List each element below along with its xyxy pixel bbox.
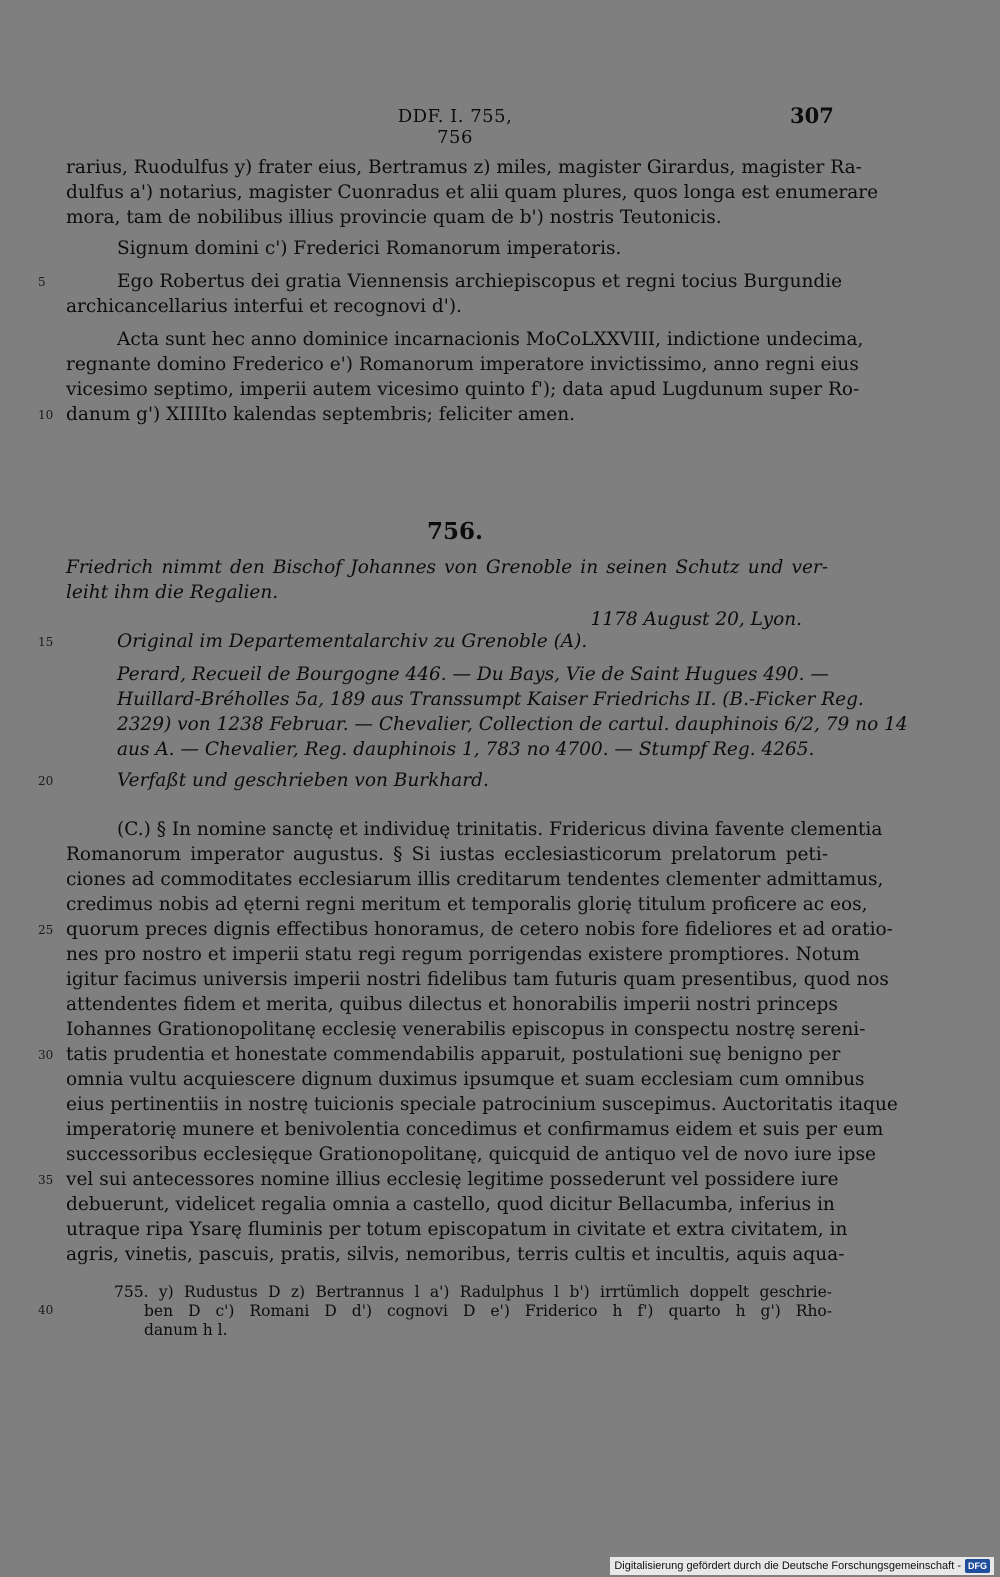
text-line: rarius, Ruodulfus y) frater eius, Bertramus z) miles, magister Girardus, magister Ra-	[66, 157, 862, 178]
body-line: vel sui antecessores nomine illius ecclesię legitime possederunt vel possidere iure	[66, 1169, 839, 1190]
body-line: successoribus ecclesięque Grationopolitanę, quicquid de antiquo vel de novo iure ipse	[66, 1144, 876, 1165]
text-line: danum g') XIIIIto kalendas septembris; feliciter amen.	[66, 404, 576, 425]
footer-text: Digitalisierung gefördert durch die Deutsche Forschungsgemeinschaft -	[614, 1560, 961, 1572]
line-number: 5	[38, 275, 46, 289]
edition-line: Huillard-Bréholles 5a, 189 aus Transsumpt Kaiser Friedrichs II. (B.-Ficker Reg.	[117, 689, 864, 710]
text-line: mora, tam de nobilibus illius provincie quam de b') nostris Teutonicis.	[66, 207, 722, 228]
date-place: 1178 August 20, Lyon.	[590, 609, 802, 630]
text-line: Signum domini c') Frederici Romanorum imperatoris.	[117, 238, 622, 259]
line-number: 20	[38, 774, 54, 788]
body-line: ciones ad commoditates ecclesiarum illis creditarum tendentes clementer admittamus,	[66, 869, 884, 890]
line-number: 10	[38, 408, 54, 422]
edition-line: Perard, Recueil de Bourgogne 446. — Du Bays, Vie de Saint Hugues 490. —	[117, 664, 829, 685]
page-number: 307	[790, 103, 834, 128]
body-line: eius pertinentiis in nostrę tuicionis speciale patrocinium suscepimus. Auctoritatis itaque	[66, 1094, 898, 1115]
tradition: Original im Departementalarchiv zu Grenoble (A).	[117, 631, 588, 652]
footnote-line: danum h l.	[144, 1321, 228, 1339]
body-line: agris, vinetis, pascuis, pratis, silvis, nemoribus, terris cultis et incultis, aquis aqua-	[66, 1244, 845, 1265]
body-line: igitur facimus universis imperii nostri fidelibus tam futuris quam presentibus, quod nos	[66, 969, 889, 990]
body-line: quorum preces dignis effectibus honoramus, de cetero nobis fore fideliores et ad oratio-	[66, 919, 893, 940]
footnote-line: 755. y) Rudustus D z) Bertrannus l a') Radulphus l b') irrtümlich doppelt geschrie-	[114, 1283, 832, 1301]
running-title: DDF. I. 755, 756	[397, 106, 513, 148]
regest-line: Friedrich nimmt den Bischof Johannes von Grenoble in seinen Schutz und ver-	[66, 557, 828, 578]
line-number: 30	[38, 1048, 54, 1062]
body-line: imperatorię munere et benivolentia concedimus et confirmamus eidem et suis per eum	[66, 1119, 884, 1140]
text-line: Ego Robertus dei gratia Viennensis archiepiscopus et regni tocius Burgundie	[117, 271, 843, 292]
text-line: regnante domino Frederico e') Romanorum imperatore invictissimo, anno regni eius	[66, 354, 859, 375]
line-number: 25	[38, 923, 54, 937]
text-line: dulfus a') notarius, magister Cuonradus et alii quam plures, quos longa est enumerare	[66, 182, 879, 203]
edition-line: 2329) von 1238 Februar. — Chevalier, Collection de cartul. dauphinois 6/2, 79 no 14	[117, 714, 908, 735]
body-line: Romanorum imperator augustus. § Si iustas ecclesiasticorum prelatorum peti-	[66, 844, 828, 865]
footnote-line: ben D c') Romani D d') cognovi D e') Friderico h f') quarto h g') Rho-	[144, 1302, 832, 1320]
body-line: nes pro nostro et imperii statu regi regum porrigendas existere promptiores. Notum	[66, 944, 860, 965]
line-number: 15	[38, 635, 54, 649]
body-line: attendentes fidem et merita, quibus dilectus et honorabilis imperii nostri princeps	[66, 994, 838, 1015]
body-line: (C.) § In nomine sanctę et individuę trinitatis. Fridericus divina favente clementia	[117, 819, 883, 840]
line-number: 35	[38, 1173, 54, 1187]
text-line: archicancellarius interfui et recognovi d').	[66, 296, 462, 317]
body-line: utraque ripa Ysarę fluminis per totum episcopatum in civitate et extra civitatem, in	[66, 1219, 848, 1240]
text-line: Acta sunt hec anno dominice incarnacionis MoCoLXXVIII, indictione undecima,	[117, 329, 864, 350]
text-line: vicesimo septimo, imperii autem vicesimo quinto f'); data apud Lugdunum super Ro-	[66, 379, 860, 400]
line-number: 40	[38, 1303, 54, 1317]
edition-line: aus A. — Chevalier, Reg. dauphinois 1, 783 no 4700. — Stumpf Reg. 4265.	[117, 739, 815, 760]
authorship: Verfaßt und geschrieben von Burkhard.	[117, 770, 489, 791]
body-line: omnia vultu acquiescere dignum duximus ipsumque et suam ecclesiam cum omnibus	[66, 1069, 865, 1090]
regest-line: leiht ihm die Regalien.	[66, 582, 279, 603]
dfg-logo-icon: DFG	[965, 1559, 990, 1573]
body-line: tatis prudentia et honestate commendabilis apparuit, postulationi suę benigno per	[66, 1044, 841, 1065]
body-line: credimus nobis ad ęterni regni meritum et temporalis glorię titulum proficere ac eos,	[66, 894, 868, 915]
digitization-footer	[610, 1557, 994, 1575]
body-line: Iohannes Grationopolitanę ecclesię venerabilis episcopus in conspectu nostrę sereni-	[66, 1019, 866, 1040]
body-line: debuerunt, videlicet regalia omnia a castello, quod dicitur Bellacumba, inferius in	[66, 1194, 835, 1215]
document-number: 756.	[426, 518, 484, 545]
